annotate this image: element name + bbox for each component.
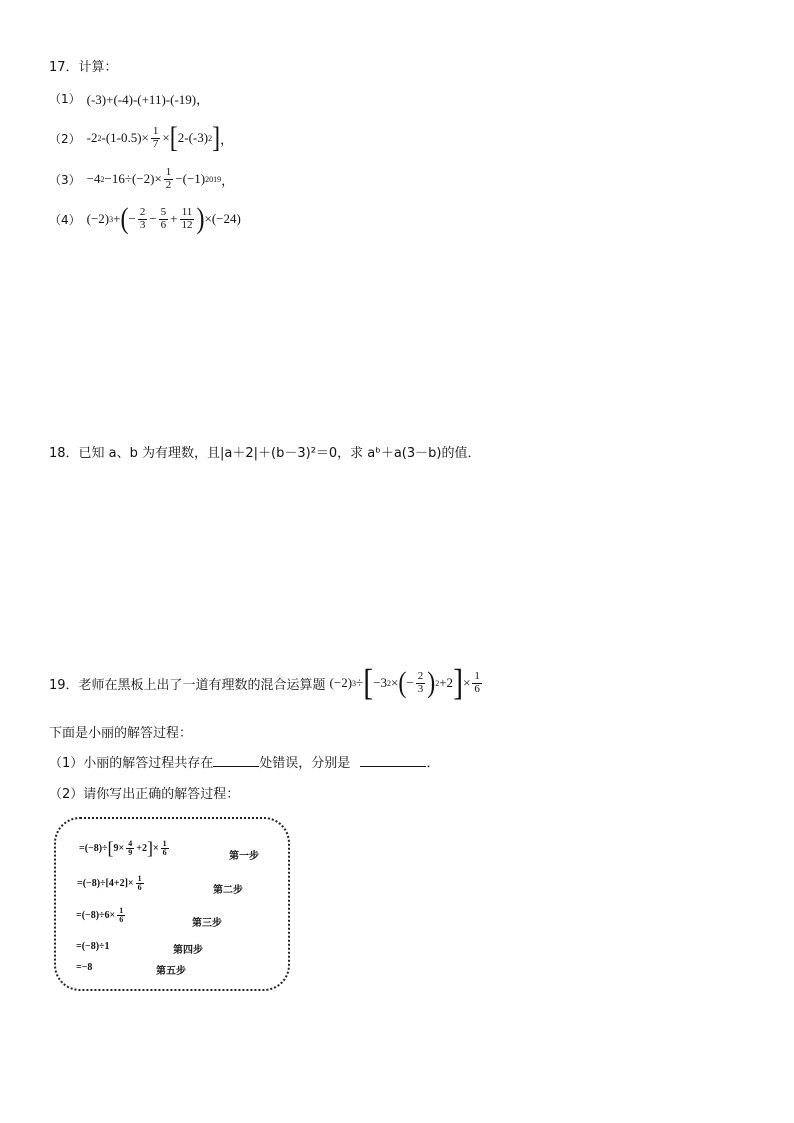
q19-part2: （2）请你写出正确的解答过程： — [49, 787, 240, 802]
q19-problem-expression: (−2) 3 ÷ [ −3 2 × ( − $\frac{2}{3}$ ) 2 +2 ] × $\frac{1}{6}$ — [329, 661, 480, 703]
q19-part1 — [49, 752, 439, 771]
step-1-expression: =(−8)÷ [ 9× $\frac{4}{9}$ +2 ] × $\frac{1}{6}$ — [79, 838, 167, 858]
q17-title: 17．计算： — [49, 60, 118, 75]
answer-blank-errors[interactable] — [360, 754, 426, 767]
q19-part1-text-b: 处错误，分别是 — [259, 756, 351, 771]
q19-header — [49, 661, 484, 703]
q17-item-1-label: （1） — [49, 92, 81, 106]
q19-sub-intro: 下面是小丽的解答过程： — [49, 726, 193, 741]
step-3-label: 第三步 — [192, 918, 222, 929]
q19-part1-text-a: （1）小丽的解答过程共存在 — [49, 756, 214, 771]
q19-intro: 19．老师在黑板上出了一道有理数的混合运算题 — [49, 677, 326, 693]
step-3-expression: =(−8)÷6× $\frac{1}{6}$ — [76, 906, 124, 925]
step-5-label: 第五步 — [156, 966, 186, 977]
q17-item-2-label: （2） — [49, 131, 81, 146]
q19-part1-end: ． — [426, 756, 440, 771]
step-2-expression: =(−8)÷[4+2]× $\frac{1}{6}$ — [77, 874, 142, 893]
step-4-expression: =(−8)÷1 — [76, 941, 110, 952]
q17-item-4-label: （4） — [49, 212, 81, 227]
q17-item-4-expression: (−2) 3 + ( − $\frac{2}{3}$ − $\frac{5}{6}$ + $\frac{11}{12}$ ) ×(−24) — [86, 202, 241, 236]
q17-item-2-expression: -2 2 -(1-0.5)× $\frac{1}{7}$ × [ 2-(-3) 2 ] ， — [86, 121, 234, 155]
step-2-label: 第二步 — [213, 885, 243, 896]
q17-item-3-expression: −4 2 −16÷(−2)× $\frac{1}{2}$ −(−1) 2019 ， — [86, 166, 235, 191]
step-1-label: 第一步 — [229, 851, 259, 862]
step-4-label: 第四步 — [173, 945, 203, 956]
step-5-expression: =−8 — [76, 962, 93, 973]
q17-item-1 — [49, 89, 209, 108]
q17-item-1-expression: (-3)+(-4)-(+11)-(-19)， — [86, 92, 210, 107]
answer-blank-count[interactable] — [213, 754, 259, 767]
q17-item-4 — [49, 202, 241, 236]
q17-item-2 — [49, 121, 234, 155]
q17-item-3-label: （3） — [49, 172, 81, 187]
q18-text: 18．已知 a、b 为有理数，且|a＋2|＋(b－3)²＝0，求 aᵇ＋a(3－b)的值． — [49, 446, 481, 461]
q17-item-3 — [49, 167, 234, 191]
